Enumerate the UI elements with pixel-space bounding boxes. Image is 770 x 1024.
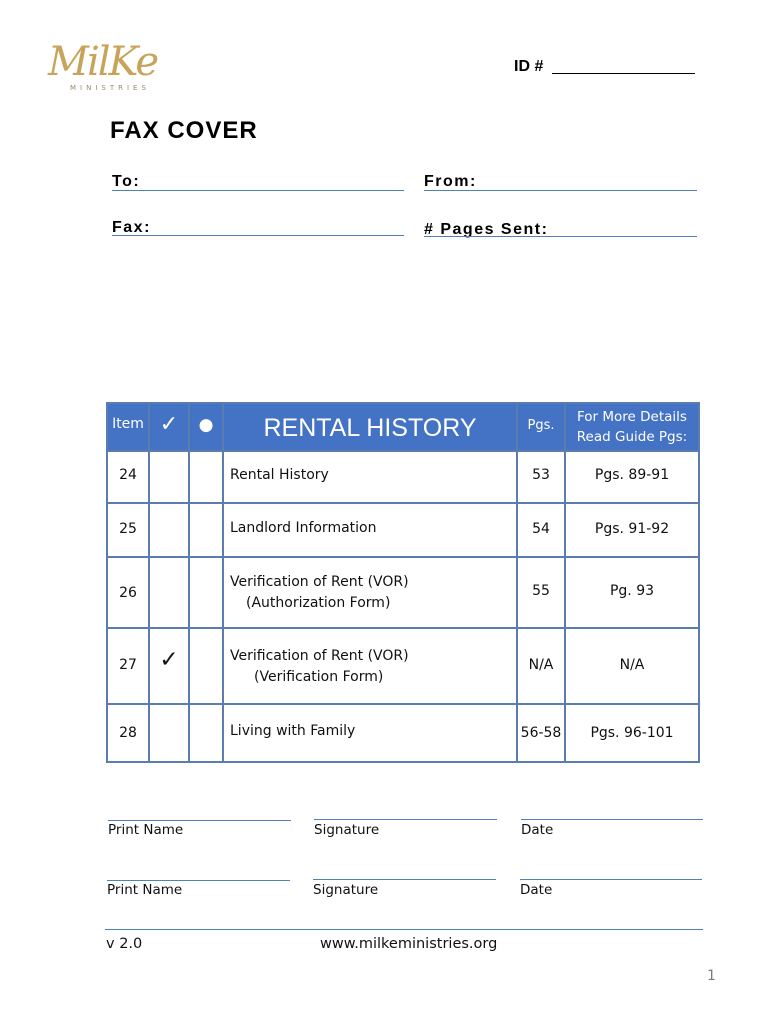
row-item: 24	[119, 467, 137, 483]
row-guide-pages: N/A	[619, 657, 645, 673]
row-item: 26	[119, 585, 137, 601]
page-title: FAX COVER	[110, 117, 258, 144]
signature-field[interactable]	[314, 819, 497, 820]
footer-divider	[105, 929, 703, 930]
logo	[48, 40, 158, 100]
row-pages: N/A	[528, 657, 554, 673]
pages-sent-field[interactable]	[424, 236, 697, 237]
id-input-line[interactable]	[552, 73, 695, 74]
signature-label: Signature	[313, 882, 379, 898]
date-field[interactable]	[521, 819, 703, 820]
date-field[interactable]	[520, 879, 702, 880]
col-divider	[188, 404, 190, 761]
to-field[interactable]	[112, 190, 404, 191]
header-details-line1: For More Details	[577, 409, 687, 425]
header-details-cell	[566, 404, 698, 450]
header-item: Item	[112, 416, 144, 432]
row-divider	[108, 627, 698, 629]
row-item: 28	[119, 725, 137, 741]
row-guide-pages: Pg. 93	[609, 583, 655, 599]
website-link[interactable]: www.milkeministries.org	[320, 936, 498, 952]
row-description-sub: (Verification Form)	[254, 669, 384, 685]
row-description: Living with Family	[230, 723, 356, 739]
id-label: ID #	[514, 58, 544, 75]
signature-label: Signature	[314, 822, 380, 838]
rental-history-table	[106, 402, 700, 763]
col-divider	[148, 404, 150, 761]
row-divider	[108, 556, 698, 558]
page-number: 1	[707, 968, 716, 984]
row-description: Verification of Rent (VOR)	[230, 574, 409, 590]
row-guide-pages: Pgs. 89-91	[594, 467, 670, 483]
row-pages: 53	[532, 467, 550, 483]
pages-sent-label: # Pages Sent:	[424, 221, 549, 238]
header-pgs-cell	[518, 404, 564, 450]
version-label: v 2.0	[106, 936, 143, 952]
signature-field[interactable]	[313, 879, 496, 880]
row-divider	[108, 502, 698, 504]
row-item: 27	[119, 657, 137, 673]
header-bullet-cell	[190, 404, 222, 450]
from-field[interactable]	[424, 190, 697, 191]
row-guide-pages: Pgs. 91-92	[594, 521, 670, 537]
from-label: From:	[424, 173, 477, 190]
header-title: RENTAL HISTORY	[263, 414, 477, 442]
row-pages: 54	[532, 521, 550, 537]
header-check-cell	[150, 404, 188, 450]
to-label: To:	[112, 173, 141, 190]
header-item-cell	[108, 404, 148, 450]
print-name-label: Print Name	[107, 882, 183, 898]
bullet-icon: ●	[198, 415, 214, 435]
row-item: 25	[119, 521, 137, 537]
date-label: Date	[520, 882, 553, 898]
row-divider	[108, 703, 698, 705]
print-name-field[interactable]	[107, 880, 290, 881]
header-details-line2: Read Guide Pgs:	[576, 429, 688, 445]
check-icon[interactable]: ✓	[159, 647, 179, 673]
row-divider	[108, 450, 698, 452]
header-pgs: Pgs.	[527, 418, 555, 433]
print-name-field[interactable]	[108, 820, 291, 821]
fax-label: Fax:	[112, 219, 151, 236]
row-pages: 56-58	[520, 725, 562, 741]
logo-subtitle: MINISTRIES	[70, 84, 150, 92]
check-icon: ✓	[159, 412, 179, 437]
fax-field[interactable]	[112, 235, 404, 236]
header-title-cell	[224, 404, 516, 450]
print-name-label: Print Name	[108, 822, 184, 838]
logo-script: MilKe	[48, 39, 158, 85]
row-description: Landlord Information	[230, 520, 377, 536]
row-guide-pages: Pgs. 96-101	[590, 725, 674, 741]
row-description: Rental History	[230, 467, 329, 483]
date-label: Date	[521, 822, 554, 838]
col-divider	[222, 404, 224, 761]
row-pages: 55	[532, 583, 550, 599]
row-description-sub: (Authorization Form)	[246, 595, 391, 611]
row-description: Verification of Rent (VOR)	[230, 648, 409, 664]
